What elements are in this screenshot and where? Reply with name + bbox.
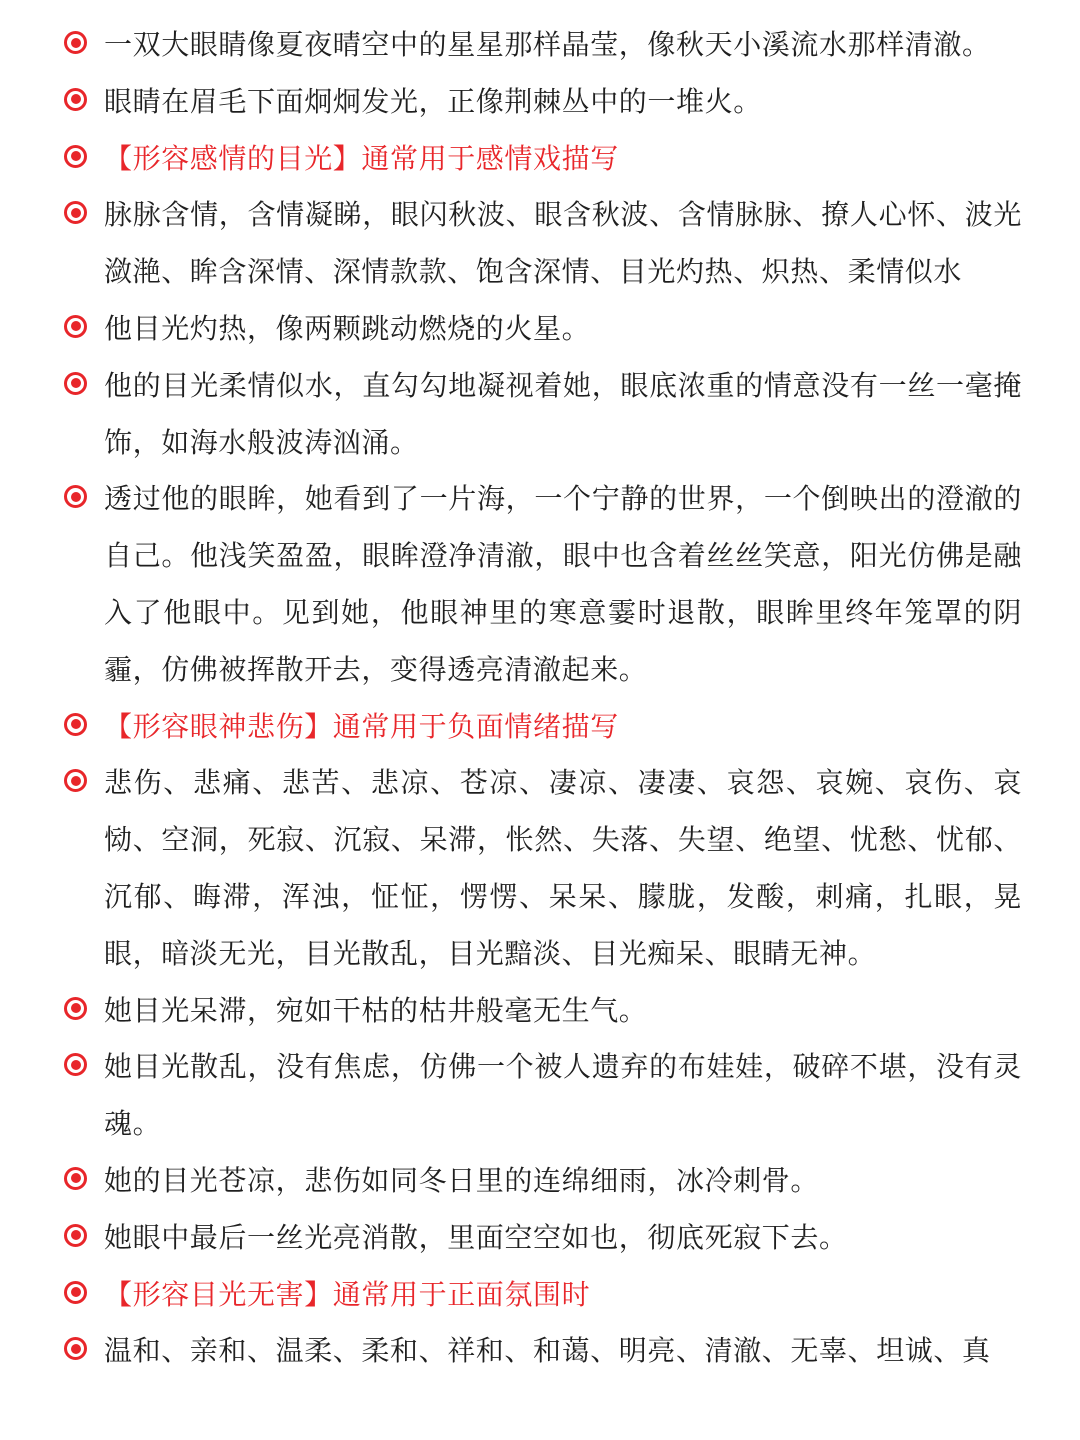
list-item <box>0 74 1080 131</box>
section-heading <box>0 1267 1080 1324</box>
item-text: 脉脉含情，含情凝睇，眼闪秋波、眼含秋波、含情脉脉、撩人心怀、波光潋滟、眸含深情、深情款款、饱含深情、目光灼热、炽热、柔情似水 <box>104 198 1022 289</box>
list-item <box>0 187 1080 301</box>
item-text: 她目光呆滞，宛如干枯的枯井般毫无生气。 <box>104 993 648 1027</box>
list-item <box>0 1323 1080 1380</box>
item-text: 她的目光苍凉，悲伤如同冬日里的连绵细雨，冰冷刺骨。 <box>104 1163 820 1197</box>
document-body <box>0 17 1080 1380</box>
item-text: 温和、亲和、温柔、柔和、祥和、和蔼、明亮、清澈、无辜、坦诚、真 <box>104 1334 991 1368</box>
bullet-dot-icon <box>64 1224 87 1247</box>
item-text: 他的目光柔情似水，直勾勾地凝视着她，眼底浓重的情意没有一丝一毫掩饰，如海水般波涛汹涌。 <box>104 368 1022 459</box>
list-item <box>0 983 1080 1040</box>
list-item <box>0 1210 1080 1267</box>
bullet-dot-icon <box>64 1337 87 1360</box>
list-item <box>0 1153 1080 1210</box>
bullet-dot-icon <box>64 1053 87 1076</box>
heading-text: 【形容目光无害】通常用于正面氛围时 <box>104 1277 591 1311</box>
bullet-dot-icon <box>64 372 87 395</box>
bullet-dot-icon <box>64 145 87 168</box>
heading-text: 【形容感情的目光】通常用于感情戏描写 <box>104 141 619 175</box>
bullet-dot-icon <box>64 31 87 54</box>
bullet-dot-icon <box>64 997 87 1020</box>
section-heading <box>0 699 1080 756</box>
bullet-dot-icon <box>64 201 87 224</box>
list-item <box>0 358 1080 472</box>
item-text: 悲伤、悲痛、悲苦、悲凉、苍凉、凄凉、凄凄、哀怨、哀婉、哀伤、哀恸、空洞，死寂、沉寂、呆滞，怅然、失落、失望、绝望、忧愁、忧郁、沉郁、晦滞，浑浊，怔怔，愣愣、呆呆、朦胧，发酸，刺痛，扎眼，晃眼，暗淡无光，目光散乱，目光黯淡、目光痴呆、眼睛无神。 <box>104 766 1022 970</box>
bullet-dot-icon <box>64 1167 87 1190</box>
bullet-dot-icon <box>64 1281 87 1304</box>
list-item <box>0 301 1080 358</box>
item-text: 她眼中最后一丝光亮消散，里面空空如也，彻底死寂下去。 <box>104 1220 848 1254</box>
list-item <box>0 471 1080 698</box>
list-item <box>0 1039 1080 1153</box>
heading-text: 【形容眼神悲伤】通常用于负面情绪描写 <box>104 709 619 743</box>
list-item <box>0 17 1080 74</box>
list-item <box>0 755 1080 982</box>
item-text: 一双大眼睛像夏夜晴空中的星星那样晶莹，像秋天小溪流水那样清澈。 <box>104 28 991 61</box>
bullet-dot-icon <box>64 88 87 111</box>
bullet-dot-icon <box>64 485 87 508</box>
bullet-dot-icon <box>64 713 87 736</box>
bullet-dot-icon <box>64 315 87 338</box>
item-text: 透过他的眼眸，她看到了一片海，一个宁静的世界，一个倒映出的澄澈的自己。他浅笑盈盈，眼眸澄净清澈，眼中也含着丝丝笑意，阳光仿佛是融入了他眼中。见到她，他眼神里的寒意霎时退散，眼眸里终年笼罩的阴霾，仿佛被挥散开去，变得透亮清澈起来。 <box>104 482 1022 686</box>
item-text: 眼睛在眉毛下面炯炯发光，正像荆棘丛中的一堆火。 <box>104 84 762 118</box>
item-text: 她目光散乱，没有焦虑，仿佛一个被人遗弃的布娃娃，破碎不堪，没有灵魂。 <box>104 1050 1022 1141</box>
item-text: 他目光灼热，像两颗跳动燃烧的火星。 <box>104 311 591 345</box>
section-heading <box>0 131 1080 188</box>
bullet-dot-icon <box>64 769 87 792</box>
